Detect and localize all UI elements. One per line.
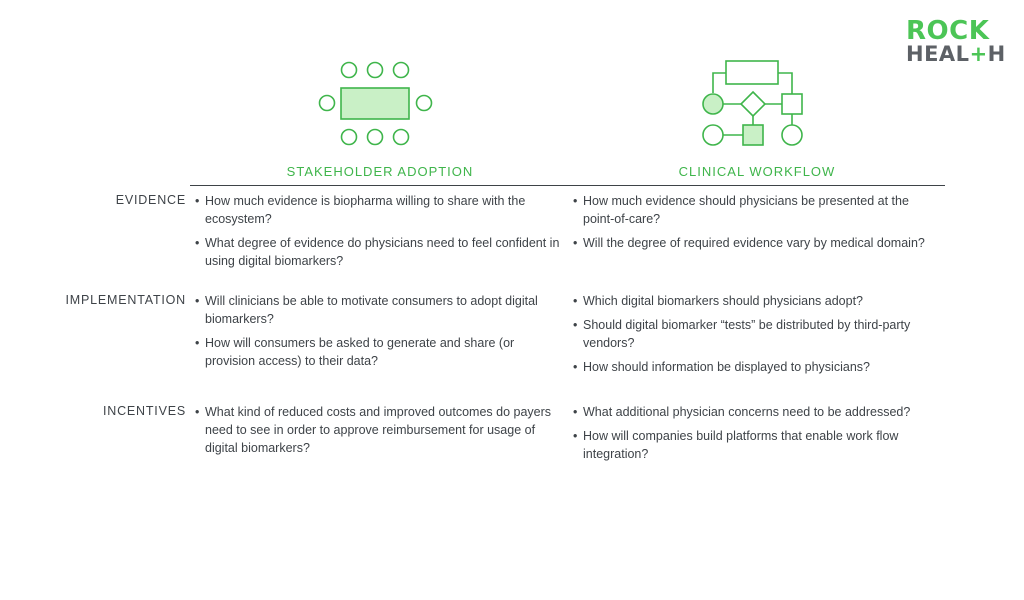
incentives-stakeholder-cell [195, 403, 560, 463]
meeting-table-icon [312, 56, 442, 157]
list-item: • How much evidence should physicians be presented at the point-of-care? [573, 192, 938, 228]
list-item: • Will clinicians be able to motivate consumers to adopt digital biomarkers? [195, 292, 560, 328]
list-item: • How should information be displayed to physicians? [573, 358, 938, 376]
list-item: • Should digital biomarker “tests” be distributed by third-party vendors? [573, 316, 938, 352]
incentives-clinical-cell [573, 403, 938, 469]
list-item: • How will consumers be asked to generate and share (or provision access) to their data? [195, 334, 560, 370]
column-title-stakeholder: STAKEHOLDER ADOPTION [286, 164, 474, 179]
list-item: • What kind of reduced costs and improved outcomes do payers need to see in order to approve reimbursement for usage of digital biomarkers? [195, 403, 560, 457]
implementation-clinical-cell [573, 292, 938, 382]
row-label-evidence: EVIDENCE [115, 193, 186, 207]
flowchart-icon [698, 56, 810, 157]
row-label-incentives: INCENTIVES [102, 404, 186, 418]
evidence-clinical-cell [573, 192, 938, 258]
list-item: • What additional physician concerns need to be addressed? [573, 403, 938, 421]
logo-health-prefix: HEAL [906, 42, 970, 66]
logo-health-suffix: H [987, 42, 1006, 66]
rock-health-logo [906, 18, 1004, 65]
logo-plus: + [969, 42, 988, 66]
column-title-clinical: CLINICAL WORKFLOW [678, 164, 836, 179]
evidence-stakeholder-cell [195, 192, 560, 276]
logo-line-health [906, 44, 1004, 65]
list-item: • What degree of evidence do physicians need to feel confident in using digital biomarkers? [195, 234, 560, 270]
header-divider [190, 185, 945, 186]
list-item: • Will the degree of required evidence vary by medical domain? [573, 234, 938, 252]
logo-line-rock: ROCK [906, 16, 990, 46]
list-item: • Which digital biomarkers should physicians adopt? [573, 292, 938, 310]
list-item: • How will companies build platforms that enable work flow integration? [573, 427, 938, 463]
list-item: • How much evidence is biopharma willing to share with the ecosystem? [195, 192, 560, 228]
implementation-stakeholder-cell [195, 292, 560, 376]
row-label-implementation: IMPLEMENTATION [65, 293, 186, 307]
